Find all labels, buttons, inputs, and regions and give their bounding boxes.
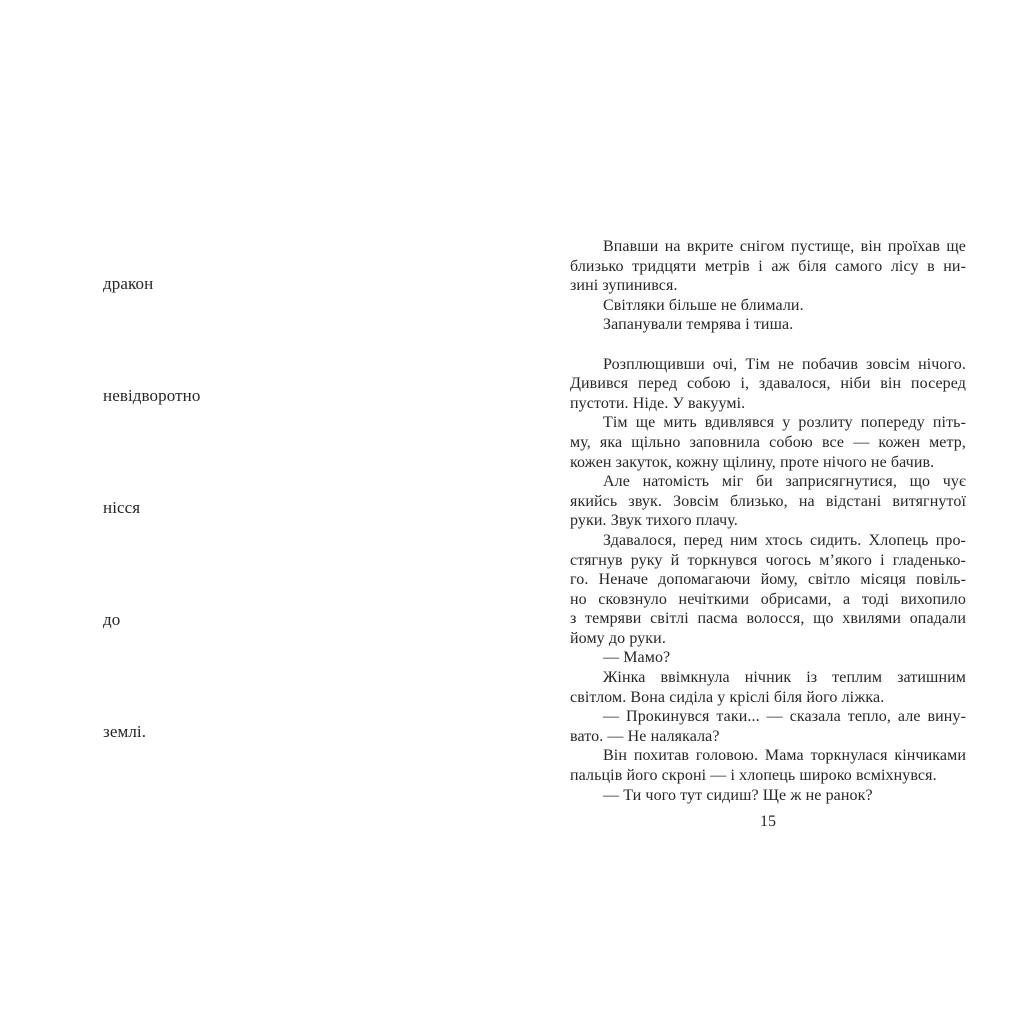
text-line: зині зупинився. <box>570 277 678 295</box>
text-line: Здавалося, перед ним хтось сидить. Хлопець про- <box>603 531 966 549</box>
text-line: — Прокинувся таки... — сказала тепло, але вину- <box>603 708 966 726</box>
text-line: Розплющивши очі, Тім не побачив зовсім нічого. <box>603 355 966 373</box>
text-line: якийсь звук. Зовсім близько, на відстані витягнутої <box>570 492 966 510</box>
left-page-word: нісся <box>103 498 141 517</box>
text-line: — Мамо? <box>603 649 671 667</box>
text-line: Жінка ввімкнула нічник із теплим затишним <box>603 669 966 687</box>
paragraph <box>570 531 966 649</box>
text-line: но сковзнуло нечіткими обрисами, а тоді вихопило <box>570 590 966 608</box>
text-line: му, яка щільно заповнила собою все — кожен метр, <box>570 433 966 451</box>
text-line: Дивився перед собою і, здавалося, ніби він посеред <box>570 375 966 393</box>
text-line: — Ти чого тут сидиш? Ще ж не ранок? <box>603 786 873 804</box>
text-line: Впавши на вкрите снігом пустище, він проїхав ще <box>603 238 966 255</box>
text-line: Він похитав головою. Мама торкнулася кінчиками <box>603 747 966 765</box>
paragraph <box>570 315 966 335</box>
left-page-word: землі. <box>103 722 147 741</box>
paragraph <box>570 668 966 707</box>
text-line: Тім ще мить вдивлявся у розлиту попереду піть- <box>603 414 966 432</box>
paragraph <box>570 707 966 746</box>
text-line: близько тридцяти метрів і аж біля самого лісу в ни- <box>570 257 966 275</box>
paragraph <box>570 355 966 414</box>
paragraph <box>570 746 966 785</box>
paragraph <box>570 296 966 316</box>
paragraph <box>570 237 966 296</box>
text-line: руки. Звук тихого плачу. <box>570 512 738 530</box>
paragraph <box>570 786 966 806</box>
text-line: йому до руки. <box>570 629 666 647</box>
text-line: вато. — Не налякала? <box>570 727 720 745</box>
text-line: стягнув руку й торкнувся чогось м’якого і гладенько- <box>570 551 966 569</box>
text-line: Світляки більше не блимали. <box>603 296 804 314</box>
page-number: 15 <box>760 813 776 830</box>
text-line: пальців його скроні — і хлопець широко всміхнувся. <box>570 767 937 785</box>
text-line: з темряви світлі пасма волосся, що хвилями опадали <box>570 610 966 628</box>
text-line: пустоти. Ніде. У вакуумі. <box>570 394 746 412</box>
text-line: світлом. Вона сиділа у кріслі біля його ліжка. <box>570 688 885 706</box>
paragraph <box>570 413 966 472</box>
right-page <box>512 0 1024 1024</box>
text-column <box>570 237 966 805</box>
left-page-word: невідворотно <box>103 386 201 405</box>
text-line: кожен закуток, кожну щілину, проте нічого не бачив. <box>570 453 935 471</box>
paragraph <box>570 648 966 668</box>
text-line: Але натомість міг би заприсягнутися, що чує <box>603 473 966 491</box>
left-page-word: дракон <box>103 274 154 293</box>
text-line: го. Неначе допомагаючи йому, світло місяця повіль- <box>570 571 966 589</box>
left-page-word: до <box>103 610 121 629</box>
text-line: Запанували темрява і тиша. <box>603 316 794 334</box>
paragraph <box>570 472 966 531</box>
